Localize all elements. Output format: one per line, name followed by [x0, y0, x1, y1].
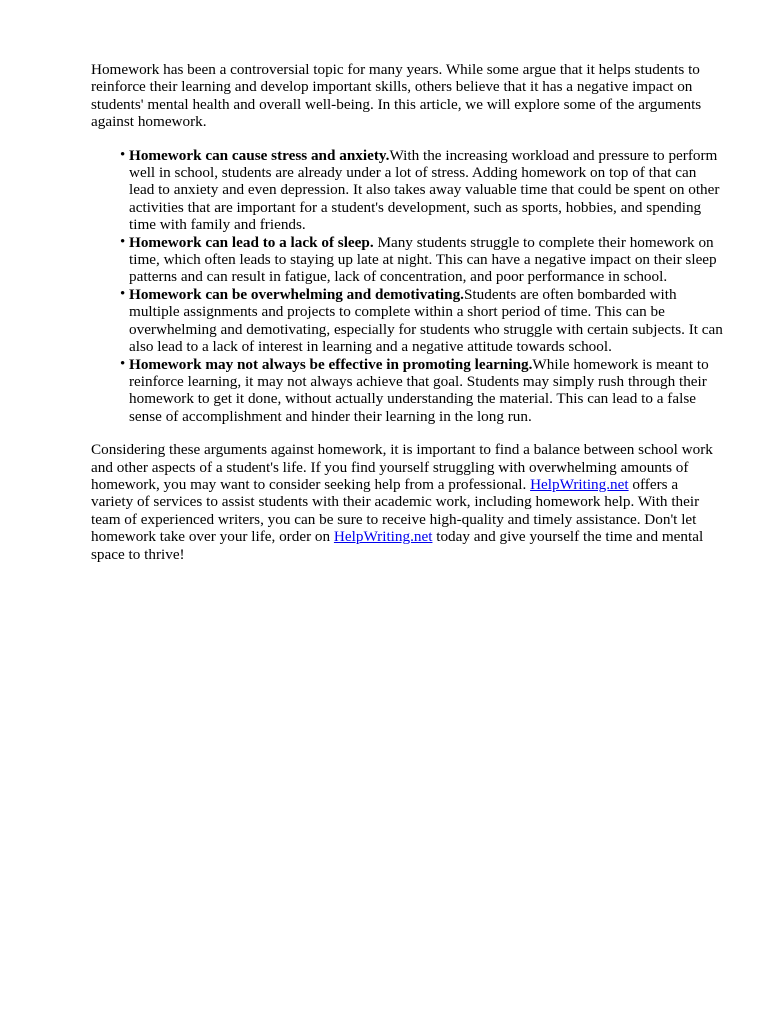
- intro-paragraph: Homework has been a controversial topic for many years. While some argue that it helps students to reinforce their learning and develop important skills, others believe that it has a negative impact on students' mental health and overall well-being. In this article, we will explore some of the arguments against homework.: [91, 61, 702, 131]
- point-title: Homework can cause stress and anxiety.: [129, 146, 390, 164]
- point-text: Students are often bombarded with multiple assignments and projects to complete within a short period of time. This can be overwhelming and demotivating, especially for students who struggle with certain subjects. It can also lead to a lack of interest in learning and a negative attitude towards school.: [129, 285, 723, 356]
- conclusion-text: offers a variety of services to assist students with their academic work, including homework help. With their team of experienced writers, you can be sure to receive high-quality and timely assistance. Don't let homework take over your life, order on: [91, 475, 700, 546]
- conclusion-text: today and give yourself the time and mental space to thrive!: [91, 528, 704, 563]
- list-item: [120, 355, 723, 426]
- helpwriting-link[interactable]: HelpWriting.net: [530, 475, 629, 493]
- arguments-list: [91, 147, 723, 426]
- point-text: While homework is meant to reinforce learning, it may not always achieve that goal. Students may simply rush through their homework to get it done, without actually understanding the material. This can lead to a false sense of accomplishment and hinder their learning in the long run.: [129, 355, 709, 425]
- list-item: [120, 285, 723, 356]
- conclusion-text: Considering these arguments against homework, it is important to find a balance between school work and other aspects of a student's life. If you find yourself struggling with overwhelming amounts of homework, you may want to consider seeking help from a professional.: [91, 441, 713, 493]
- point-text: With the increasing workload and pressure to perform well in school, students are already under a lot of stress. Adding homework on top of that can lead to anxiety and even depression. It also takes away valuable time that could be spent on other activities that are important for a student's development, such as sports, hobbies, and spending time with family and friends.: [129, 146, 720, 234]
- point-title: Homework can be overwhelming and demotivating.: [129, 285, 464, 303]
- bullet-icon: •: [120, 233, 126, 250]
- list-item: [120, 146, 723, 234]
- point-title: Homework may not always be effective in promoting learning.: [129, 355, 533, 373]
- point-text: Many students struggle to complete their homework on time, which often leads to staying up late at night. This can have a negative impact on their sleep patterns and can result in fatigue, lack of concentration, and poor performance in school.: [129, 233, 717, 286]
- list-item: [120, 233, 723, 286]
- helpwriting-link[interactable]: HelpWriting.net: [333, 528, 433, 546]
- bullet-icon: •: [120, 355, 126, 372]
- point-title: Homework can lead to a lack of sleep.: [129, 233, 374, 251]
- document-page: [91, 61, 723, 563]
- bullet-icon: •: [120, 146, 126, 163]
- conclusion-paragraph: [91, 441, 723, 563]
- bullet-icon: •: [120, 285, 126, 302]
